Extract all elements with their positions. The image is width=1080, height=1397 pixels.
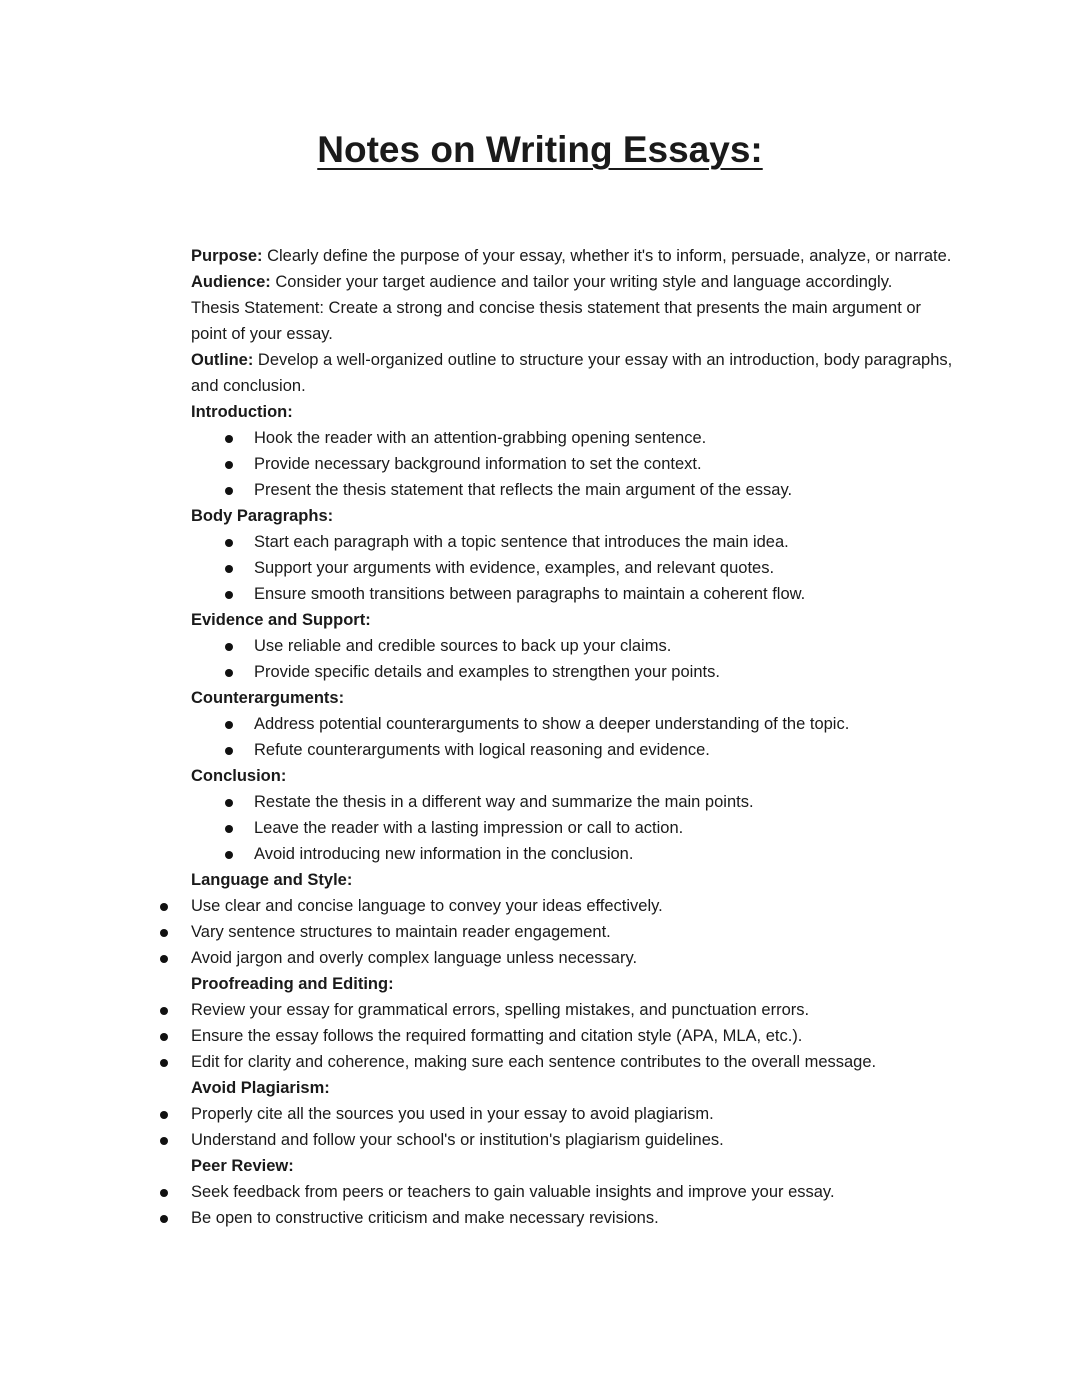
list-item: Avoid introducing new information in the conclusion. <box>191 841 961 867</box>
peer-review-list <box>191 1179 961 1231</box>
language-style-list <box>191 893 961 971</box>
list-item: Start each paragraph with a topic sentence that introduces the main idea. <box>191 529 961 555</box>
list-item: Be open to constructive criticism and make necessary revisions. <box>191 1205 961 1231</box>
list-item: Refute counterarguments with logical reasoning and evidence. <box>191 737 961 763</box>
list-item: Edit for clarity and coherence, making sure each sentence contributes to the overall message. <box>191 1049 961 1075</box>
body-paragraphs-list <box>191 529 961 607</box>
page-title: Notes on Writing Essays: <box>317 129 763 170</box>
body-paragraphs-heading: Body Paragraphs: <box>191 507 334 525</box>
list-item: Vary sentence structures to maintain reader engagement. <box>191 919 961 945</box>
evidence-list <box>191 633 961 685</box>
list-item: Hook the reader with an attention-grabbing opening sentence. <box>191 425 961 451</box>
introduction-heading: Introduction: <box>191 403 293 421</box>
list-item: Seek feedback from peers or teachers to gain valuable insights and improve your essay. <box>191 1179 961 1205</box>
counterarguments-list <box>191 711 961 763</box>
list-item: Restate the thesis in a different way and summarize the main points. <box>191 789 961 815</box>
conclusion-list <box>191 789 961 867</box>
list-item: Provide specific details and examples to strengthen your points. <box>191 659 961 685</box>
list-item: Support your arguments with evidence, examples, and relevant quotes. <box>191 555 961 581</box>
introduction-list <box>191 425 961 503</box>
list-item: Leave the reader with a lasting impression or call to action. <box>191 815 961 841</box>
conclusion-heading: Conclusion: <box>191 767 287 785</box>
counterarguments-heading: Counterarguments: <box>191 689 345 707</box>
outline-label: Outline: <box>191 351 254 369</box>
list-item: Present the thesis statement that reflects the main argument of the essay. <box>191 477 961 503</box>
language-style-heading: Language and Style: <box>191 871 353 889</box>
plagiarism-heading: Avoid Plagiarism: <box>191 1079 330 1097</box>
list-item: Provide necessary background information to set the context. <box>191 451 961 477</box>
list-item: Ensure smooth transitions between paragraphs to maintain a coherent flow. <box>191 581 961 607</box>
purpose-label: Purpose: <box>191 247 263 265</box>
outline-paragraph <box>191 347 961 399</box>
audience-label: Audience: <box>191 273 271 291</box>
purpose-paragraph <box>191 243 961 269</box>
list-item: Review your essay for grammatical errors, spelling mistakes, and punctuation errors. <box>191 997 961 1023</box>
list-item: Use clear and concise language to convey your ideas effectively. <box>191 893 961 919</box>
audience-paragraph <box>191 269 961 295</box>
proofreading-heading: Proofreading and Editing: <box>191 975 394 993</box>
list-item: Understand and follow your school's or institution's plagiarism guidelines. <box>191 1127 961 1153</box>
purpose-text: Clearly define the purpose of your essay, whether it's to inform, persuade, analyze, or narrate. <box>262 247 952 265</box>
audience-text: Consider your target audience and tailor your writing style and language accordingly. <box>270 273 893 291</box>
list-item: Properly cite all the sources you used in your essay to avoid plagiarism. <box>191 1101 961 1127</box>
notes-content <box>191 243 961 1231</box>
outline-text: Develop a well-organized outline to structure your essay with an introduction, body paragraphs, and conclusion. <box>191 351 953 395</box>
list-item: Ensure the essay follows the required formatting and citation style (APA, MLA, etc.). <box>191 1023 961 1049</box>
plagiarism-list <box>191 1101 961 1153</box>
thesis-paragraph: Thesis Statement: Create a strong and concise thesis statement that presents the main argument or point of your essay. <box>191 299 922 343</box>
peer-review-heading: Peer Review: <box>191 1157 294 1175</box>
list-item: Avoid jargon and overly complex language unless necessary. <box>191 945 961 971</box>
list-item: Use reliable and credible sources to back up your claims. <box>191 633 961 659</box>
proofreading-list <box>191 997 961 1075</box>
list-item: Address potential counterarguments to show a deeper understanding of the topic. <box>191 711 961 737</box>
evidence-heading: Evidence and Support: <box>191 611 371 629</box>
